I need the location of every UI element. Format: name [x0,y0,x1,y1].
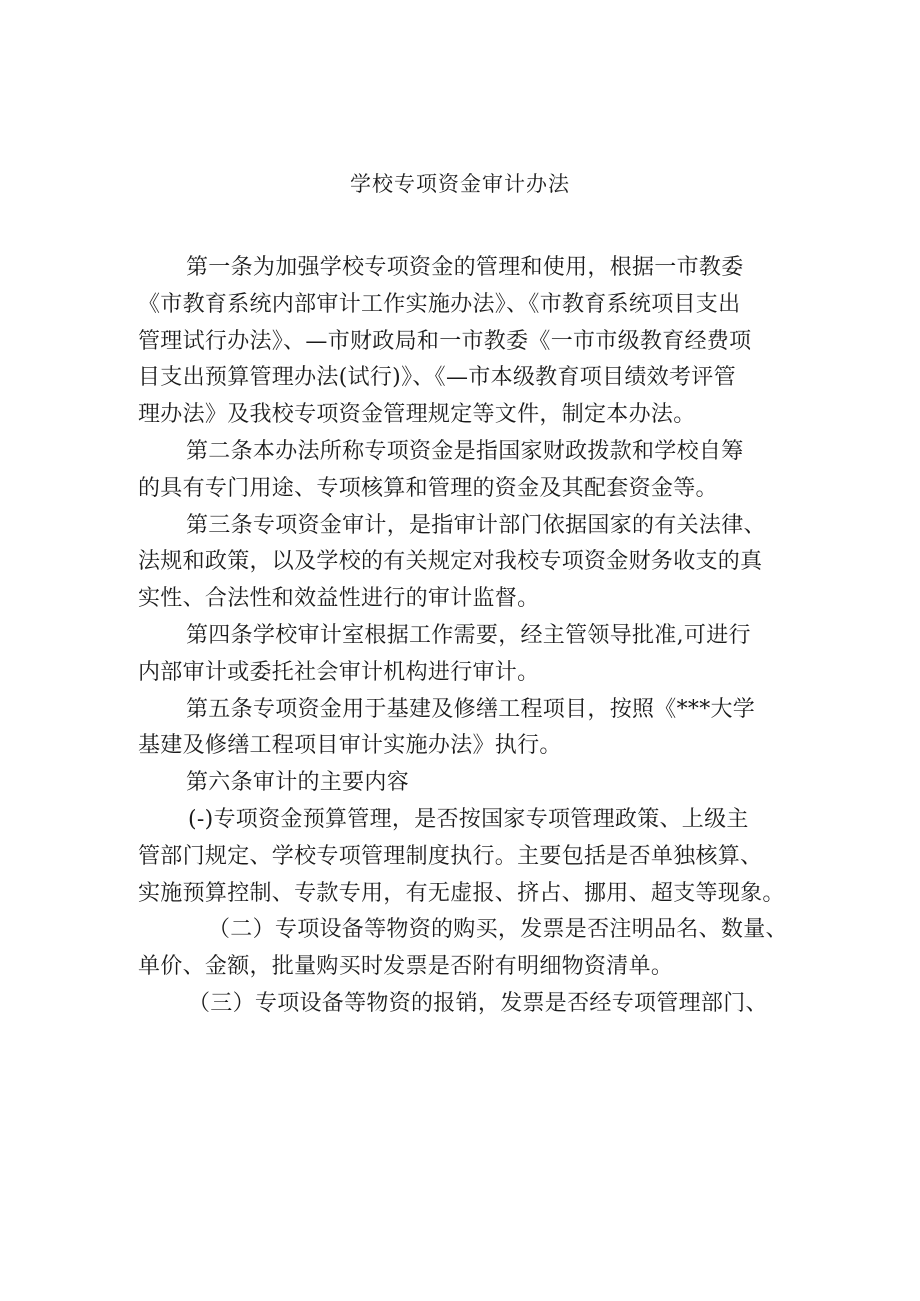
text-line: （三）专项设备等物资的报销，发票是否经专项管理部门、 [188,990,768,1016]
text-line: 第一条为加强学校专项资金的管理和使用，根据一市教委 [186,255,744,280]
article-6-heading [138,765,788,802]
text-line: 单价、金额，批量购买时发票是否附有明细物资清单。 [138,954,674,980]
document-body [138,250,788,1023]
article-6-item-2 [138,912,788,986]
article-6-item-3 [138,986,788,1023]
text-line: 管理试行办法》、—市财政局和一市教委《一市市级教育经费项 [138,328,752,354]
text-line: 管部门规定、学校专项管理制度执行。主要包括是否单独核算、 [138,843,763,869]
text-line: 实施预算控制、专款专用，有无虚报、挤占、挪用、超支等现象。 [138,880,785,906]
text-line: 理办法》及我校专项资金管理规定等文件，制定本办法。 [138,402,696,428]
text-line: 第五条专项资金用于基建及修缮工程项目，按照《***大学 [186,696,756,722]
text-line: 基建及修缮工程项目审计实施办法》执行。 [138,733,562,759]
text-line: 第二条本办法所称专项资金是指国家财政拨款和学校自筹 [186,438,744,464]
text-line: 的具有专门用途、专项核算和管理的资金及其配套资金等。 [138,475,718,501]
text-line: 目支出预算管理办法(试行)》、《—市本级教育项目绩效考评管 [138,365,736,391]
text-line: （二）专项设备等物资的购买，发票是否注明品名、数量、 [208,917,788,943]
text-line: 第三条专项资金审计，是指审计部门依据国家的有关法律、 [186,512,766,538]
article-3 [138,508,788,618]
article-6-item-1 [138,802,788,912]
article-1 [138,250,788,434]
text-line: 内部审计或委托社会审计机构进行审计。 [138,659,540,685]
text-line: (-)专项资金预算管理，是否按国家专项管理政策、上级主 [188,806,749,832]
article-5 [138,692,788,766]
article-4 [138,618,788,692]
document-title: 学校专项资金审计办法 [350,172,570,196]
article-2 [138,434,788,508]
text-line: 实性、合法性和效益性进行的审计监督。 [138,586,540,612]
text-line: 法规和政策，以及学校的有关规定对我校专项资金财务收支的真 [138,549,763,575]
text-line: 第六条审计的主要内容 [186,770,410,796]
text-line: 第四条学校审计室根据工作需要，经主管领导批准,可进行 [186,622,751,648]
text-line: 《市教育系统内部审计工作实施办法》、《市教育系统项目支出 [138,291,741,317]
